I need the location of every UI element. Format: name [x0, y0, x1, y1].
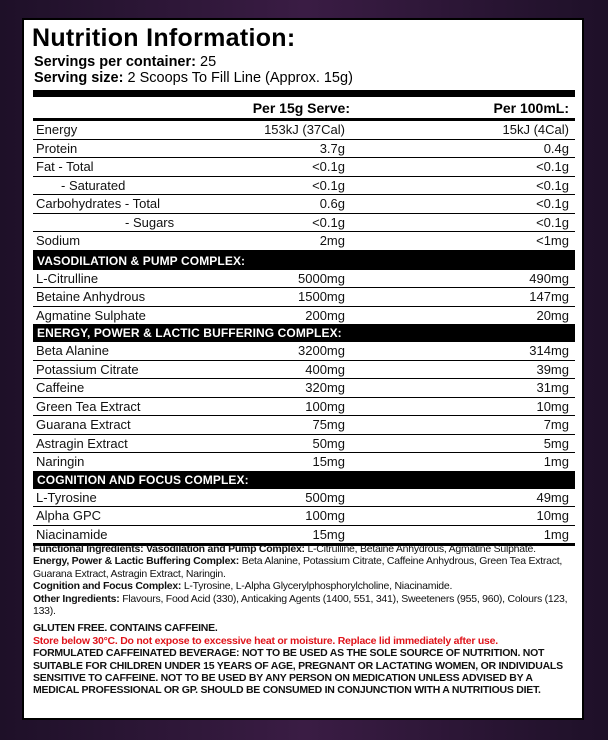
- energy-ingredients: [33, 555, 575, 580]
- per-100-value: 10mg: [536, 508, 569, 523]
- per-serve-value: 100mg: [305, 508, 345, 523]
- table-row: [33, 121, 575, 140]
- section-heading-energy: ENERGY, POWER & LACTIC BUFFERING COMPLEX:: [33, 325, 575, 342]
- table-row: [33, 379, 575, 398]
- table-row: [33, 398, 575, 417]
- section-heading-vasodilation: VASODILATION & PUMP COMPLEX:: [33, 253, 575, 270]
- per-serve-value: 153kJ (37Cal): [264, 122, 345, 137]
- per-100-value: 15kJ (4Cal): [502, 122, 569, 137]
- table-row: [33, 140, 575, 159]
- ingredient-name: Green Tea Extract: [36, 398, 141, 414]
- per-100-value: 490mg: [529, 270, 569, 286]
- per-serve-value: 15mg: [312, 526, 345, 542]
- per-100-value: 49mg: [536, 489, 569, 505]
- per-100-value: 314mg: [529, 343, 569, 358]
- caffeine-warning: FORMULATED CAFFEINATED BEVERAGE: NOT TO BE USED AS THE SOLE SOURCE OF NUTRITION. NOT SUITABLE FOR CHILDREN UNDER 15 YEARS OF AGE, PREGNANT OR LACTATING WOMEN, OR INDIVIDUALS SENSITIVE TO CAFFEINE. NOT TO BE USED BY ANY PERSON ON MEDICATION UNLESS ADVISED BY A MEDICAL PROFESSIONAL OR GP. SHOULD BE CONSUMED IN CONJUNCTION WITH A NUTRITIOUS DIET.: [33, 647, 563, 697]
- per-serve-value: 0.6g: [319, 196, 345, 211]
- per-100-value: 147mg: [529, 289, 569, 304]
- per-100-value: 39mg: [536, 361, 569, 377]
- per-serve-value: 400mg: [305, 361, 345, 377]
- nutrient-name: Energy: [36, 122, 78, 137]
- servings-value: 25: [200, 54, 217, 70]
- per-serve-value: <0.1g: [312, 214, 345, 230]
- functional-label: Functional Ingredients: Vasodilation and Pump Complex:: [33, 543, 305, 555]
- per-serve-value: 3200mg: [298, 343, 345, 358]
- per-serve-value: 1500mg: [298, 289, 345, 304]
- per-100-value: 7mg: [543, 417, 569, 432]
- column-per-100ml: Per 100mL:: [493, 100, 569, 116]
- per-serve-value: 15mg: [312, 454, 345, 469]
- table-row: [33, 435, 575, 454]
- nutrient-name: Sodium: [36, 233, 81, 248]
- energy-label: Energy, Power & Lactic Buffering Complex:: [33, 555, 240, 568]
- nutrition-table: [33, 97, 575, 546]
- ingredient-name: Beta Alanine: [36, 343, 110, 358]
- ingredient-name: Potassium Citrate: [36, 361, 139, 377]
- serving-size: [34, 70, 353, 86]
- table-row: [33, 453, 575, 472]
- section-heading-cognition: COGNITION AND FOCUS COMPLEX:: [33, 472, 575, 489]
- column-per-serve: Per 15g Serve:: [252, 100, 350, 116]
- other-text: Flavours, Food Acid (330), Anticaking Agents (1400, 551, 341), Sweeteners (955, 960), Colours (123, 133).: [33, 592, 568, 618]
- ingredient-name: L-Tyrosine: [36, 489, 97, 505]
- per-serve-value: <0.1g: [312, 159, 345, 174]
- table-header: [33, 97, 575, 121]
- ingredient-name: Naringin: [36, 454, 85, 469]
- per-serve-value: 50mg: [312, 435, 345, 451]
- per-100-value: 1mg: [543, 454, 569, 469]
- cognition-ingredients: [33, 580, 575, 592]
- table-row: [33, 232, 575, 253]
- per-serve-value: 5000mg: [298, 270, 345, 286]
- table-row: [33, 195, 575, 214]
- per-serve-value: 75mg: [312, 417, 345, 432]
- table-row: [33, 158, 575, 177]
- per-100-value: 10mg: [536, 398, 569, 414]
- panel-title: Nutrition Information:: [32, 24, 296, 52]
- nutrient-name: - Sugars: [125, 214, 175, 230]
- other-label: Other Ingredients:: [33, 592, 120, 605]
- cognition-text: L-Tyrosine, L-Alpha Glycerylphosphorylcholine, Niacinamide.: [183, 580, 453, 593]
- nutrient-name: - Saturated: [61, 177, 126, 193]
- per-100-value: <0.1g: [536, 196, 569, 211]
- ingredients-footer: [33, 543, 575, 697]
- functional-ingredients: [33, 543, 575, 555]
- table-row: [33, 342, 575, 361]
- storage-notice: Store below 30°C. Do not expose to excessive heat or moisture. Replace lid immediately after use.: [33, 634, 498, 647]
- ingredient-name: L-Citrulline: [36, 270, 99, 286]
- table-row: [33, 270, 575, 289]
- ingredient-name: Caffeine: [36, 380, 85, 395]
- servings-label: Servings per container:: [34, 54, 196, 70]
- ingredient-name: Guarana Extract: [36, 417, 131, 432]
- table-row: [33, 507, 575, 526]
- nutrient-name: Fat - Total: [36, 159, 94, 174]
- servings-per-container: [34, 54, 216, 70]
- per-100-value: <1mg: [536, 233, 569, 248]
- ingredient-name: Niacinamide: [36, 526, 108, 542]
- table-row: [33, 177, 575, 196]
- per-serve-value: 3.7g: [319, 140, 345, 156]
- table-row: [33, 307, 575, 326]
- serving-size-value: 2 Scoops To Fill Line (Approx. 15g): [127, 70, 353, 86]
- per-serve-value: 100mg: [305, 398, 345, 414]
- serving-size-label: Serving size:: [34, 70, 124, 86]
- per-100-value: 20mg: [536, 307, 569, 323]
- nutrient-name: Protein: [36, 140, 78, 156]
- per-100-value: 5mg: [543, 435, 569, 451]
- per-100-value: 1mg: [543, 526, 569, 542]
- per-serve-value: 2mg: [319, 233, 345, 248]
- table-row: [33, 214, 575, 233]
- top-divider: [33, 90, 575, 97]
- nutrition-panel: [22, 18, 584, 720]
- per-100-value: <0.1g: [536, 159, 569, 174]
- per-100-value: 31mg: [536, 380, 569, 395]
- nutrient-name: Carbohydrates - Total: [36, 196, 161, 211]
- per-serve-value: 320mg: [305, 380, 345, 395]
- table-row: [33, 288, 575, 307]
- cognition-label: Cognition and Focus Complex:: [33, 580, 182, 593]
- ingredient-name: Alpha GPC: [36, 508, 102, 523]
- per-100-value: <0.1g: [536, 177, 569, 193]
- gluten-free-notice: GLUTEN FREE. CONTAINS CAFFEINE.: [33, 622, 218, 635]
- table-row: [33, 361, 575, 380]
- per-serve-value: 200mg: [305, 307, 345, 323]
- per-serve-value: <0.1g: [312, 177, 345, 193]
- functional-text: L-Citrulline, Betaine Anhydrous, Agmatine Sulphate.: [307, 543, 536, 555]
- ingredient-name: Astragin Extract: [36, 435, 128, 451]
- per-100-value: 0.4g: [543, 140, 569, 156]
- table-row: [33, 489, 575, 508]
- other-ingredients: [33, 593, 575, 618]
- ingredient-name: Betaine Anhydrous: [36, 289, 146, 304]
- per-serve-value: 500mg: [305, 489, 345, 505]
- table-row: [33, 416, 575, 435]
- ingredient-name: Agmatine Sulphate: [36, 307, 146, 323]
- per-100-value: <0.1g: [536, 214, 569, 230]
- energy-text: Beta Alanine, Potassium Citrate, Caffeine Anhydrous, Green Tea Extract, Guarana Extract, Astragin Extract, Naringin.: [33, 555, 563, 580]
